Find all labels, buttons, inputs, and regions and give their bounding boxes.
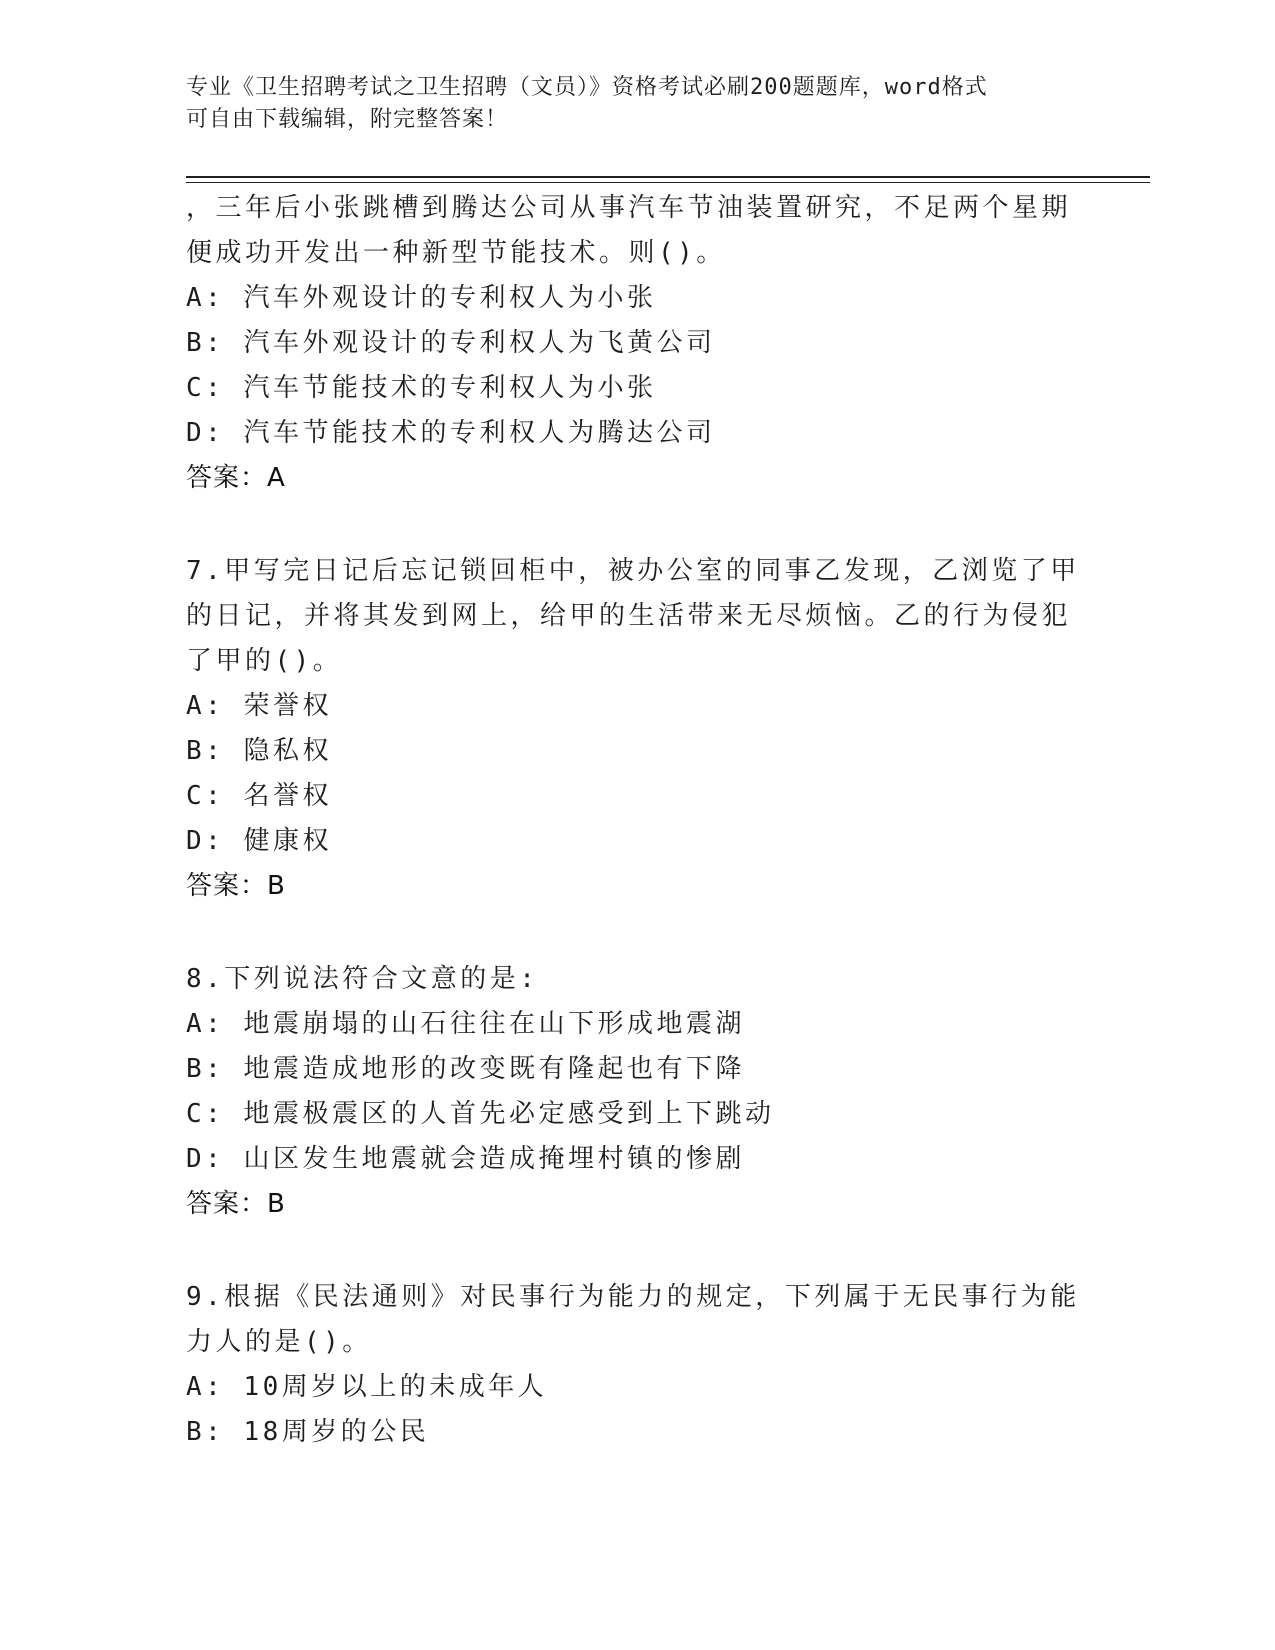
option-a: A: 地震崩塌的山石往往在山下形成地震湖 — [186, 1009, 745, 1039]
question-stem: 9.根据《民法通则》对民事行为能力的规定，下列属于无民事行为能 — [186, 1282, 1080, 1312]
option-b: B: 18周岁的公民 — [186, 1417, 430, 1447]
option-c: C: 地震极震区的人首先必定感受到上下跳动 — [186, 1099, 775, 1129]
header-title-line-2: 可自由下载编辑，附完整答案！ — [186, 107, 509, 132]
option-b: B: 地震造成地形的改变既有隆起也有下降 — [186, 1054, 745, 1084]
question-stem: ，三年后小张跳槽到腾达公司从事汽车节油装置研究，不足两个星期 — [186, 193, 1072, 223]
question-stem: 的日记，并将其发到网上，给甲的生活带来无尽烦恼。乙的行为侵犯 — [186, 601, 1072, 631]
question-6 — [186, 186, 1086, 501]
document-header — [186, 72, 1066, 136]
option-c: C: 汽车节能技术的专利权人为小张 — [186, 373, 657, 403]
question-spacer — [186, 1227, 1086, 1275]
question-spacer — [186, 909, 1086, 957]
question-stem: 8.下列说法符合文意的是: — [186, 964, 539, 994]
header-divider-thick — [186, 176, 1150, 178]
question-8 — [186, 957, 1086, 1227]
question-stem: 7.甲写完日记后忘记锁回柜中，被办公室的同事乙发现，乙浏览了甲 — [186, 556, 1080, 586]
question-stem: 了甲的()。 — [186, 646, 343, 676]
answer-label: 答案：B — [186, 1189, 286, 1219]
question-spacer — [186, 501, 1086, 549]
option-d: D: 汽车节能技术的专利权人为腾达公司 — [186, 418, 716, 448]
question-stem: 便成功开发出一种新型节能技术。则()。 — [186, 238, 726, 268]
option-a: A: 荣誉权 — [186, 691, 332, 721]
option-a: A: 汽车外观设计的专利权人为小张 — [186, 283, 657, 313]
question-7 — [186, 549, 1086, 909]
question-stem: 力人的是()。 — [186, 1327, 372, 1357]
option-c: C: 名誉权 — [186, 781, 332, 811]
option-d: D: 山区发生地震就会造成掩埋村镇的惨剧 — [186, 1144, 745, 1174]
option-a: A: 10周岁以上的未成年人 — [186, 1372, 548, 1402]
question-9 — [186, 1275, 1086, 1455]
answer-label: 答案：B — [186, 871, 286, 901]
header-divider-thin — [186, 182, 1150, 183]
question-list — [186, 186, 1086, 1455]
option-b: B: 汽车外观设计的专利权人为飞黄公司 — [186, 328, 716, 358]
option-b: B: 隐私权 — [186, 736, 332, 766]
option-d: D: 健康权 — [186, 826, 332, 856]
answer-label: 答案：A — [186, 463, 286, 493]
header-title-line-1: 专业《卫生招聘考试之卫生招聘（文员）》资格考试必刷200题题库，word格式 — [186, 75, 988, 100]
